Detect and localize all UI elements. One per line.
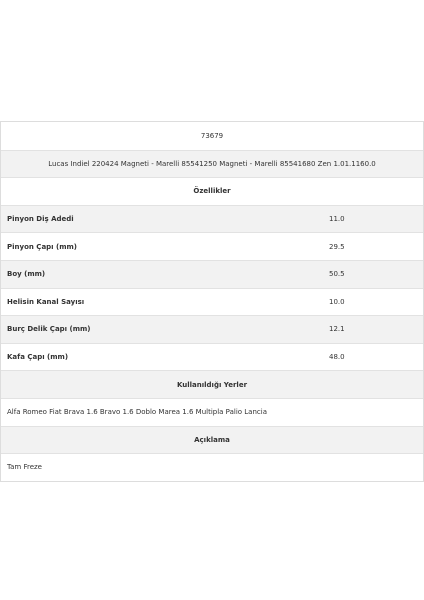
spec-value: 10.0 <box>329 297 345 306</box>
description-heading: Açıklama <box>194 435 230 444</box>
compatible-refs-row <box>1 150 423 178</box>
spec-row <box>1 260 423 288</box>
spec-label: Burç Delik Çapı (mm) <box>7 325 91 334</box>
spec-row <box>1 315 423 343</box>
spec-row <box>1 232 423 260</box>
spec-value: 48.0 <box>329 353 345 362</box>
spec-value: 11.0 <box>329 215 345 224</box>
spec-row <box>1 205 423 233</box>
spec-label: Helisin Kanal Sayısı <box>7 297 85 306</box>
spec-row <box>1 288 423 316</box>
spec-label: Pinyon Diş Adedi <box>7 215 74 224</box>
spec-value: 50.5 <box>329 270 345 279</box>
spec-label: Pinyon Çapı (mm) <box>7 242 77 251</box>
usage-text-row <box>1 398 423 426</box>
usage-heading-row <box>1 370 423 398</box>
spec-value: 12.1 <box>329 325 345 334</box>
specs-heading-row <box>1 177 423 205</box>
product-code: 73679 <box>200 131 224 140</box>
usage-heading: Kullanıldığı Yerler <box>176 380 248 389</box>
product-code-row <box>1 122 423 150</box>
spec-value: 29.5 <box>329 242 345 251</box>
usage-text: Alfa Romeo Fiat Brava 1.6 Bravo 1.6 Doblo Marea 1.6 Multipla Palio Lancia <box>7 408 267 417</box>
specs-heading: Özellikler <box>193 187 231 196</box>
product-spec-table <box>0 121 424 482</box>
description-heading-row <box>1 426 423 454</box>
description-text: Tam Freze <box>7 463 42 472</box>
spec-label: Kafa Çapı (mm) <box>7 353 69 362</box>
spec-row <box>1 343 423 371</box>
compatible-refs: Lucas Indiel 220424 Magneti - Marelli 85541250 Magneti - Marelli 85541680 Zen 1.01.1160.0 <box>48 159 376 168</box>
spec-label: Boy (mm) <box>7 270 46 279</box>
description-text-row <box>1 453 423 481</box>
